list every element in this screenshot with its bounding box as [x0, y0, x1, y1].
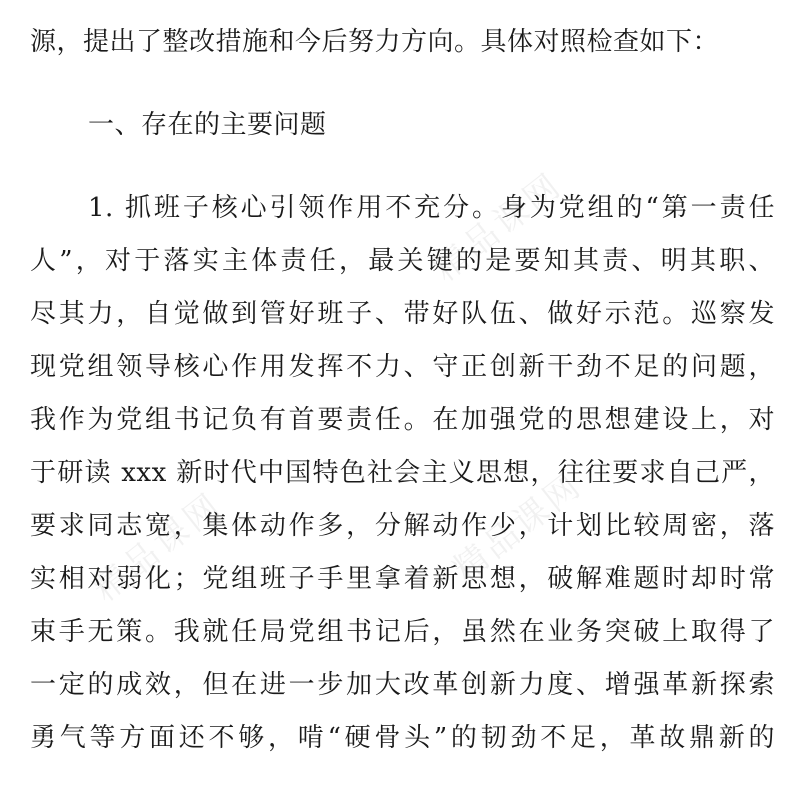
text-line: 源，提出了整改措施和今后努力方向。具体对照检查如下： [30, 27, 720, 57]
text-line: 实相对弱化；党组班子手里拿着新思想，破解难题时却时常 [30, 564, 775, 594]
watermark: 精品课网 [85, 484, 231, 610]
text-line: 现党组领导核心作用发挥不力、守正创新干劲不足的问题， [30, 352, 775, 382]
text-line: 束手无策。我就任局党组书记后，虽然在业务突破上取得了 [30, 617, 775, 647]
text-line: 我作为党组书记负有首要责任。在加强党的思想建设上，对 [30, 405, 775, 435]
text-line: 要求同志宽，集体动作多，分解动作少，计划比较周密，落 [30, 511, 775, 541]
text-line: 1. 抓班子核心引领作用不充分。身为党组的“第一责任 [88, 193, 775, 223]
text-line: 人”，对于落实主体责任，最关键的是要知其责、明其职、 [30, 246, 775, 276]
text-line: 于研读 xxx 新时代中国特色社会主义思想，往往要求自己严， [30, 458, 775, 488]
text-line: 一定的成效，但在进一步加大改革创新力度、增强革新探索 [30, 670, 775, 700]
section-heading: 一、存在的主要问题 [88, 110, 327, 140]
text-line: 勇气等方面还不够，啃“硬骨头”的韧劲不足，革故鼎新的 [30, 723, 775, 753]
watermark: 精品课网 [445, 464, 591, 590]
watermark: 精品课网 [425, 164, 571, 290]
text-line: 尽其力，自觉做到管好班子、带好队伍、做好示范。巡察发 [30, 299, 775, 329]
